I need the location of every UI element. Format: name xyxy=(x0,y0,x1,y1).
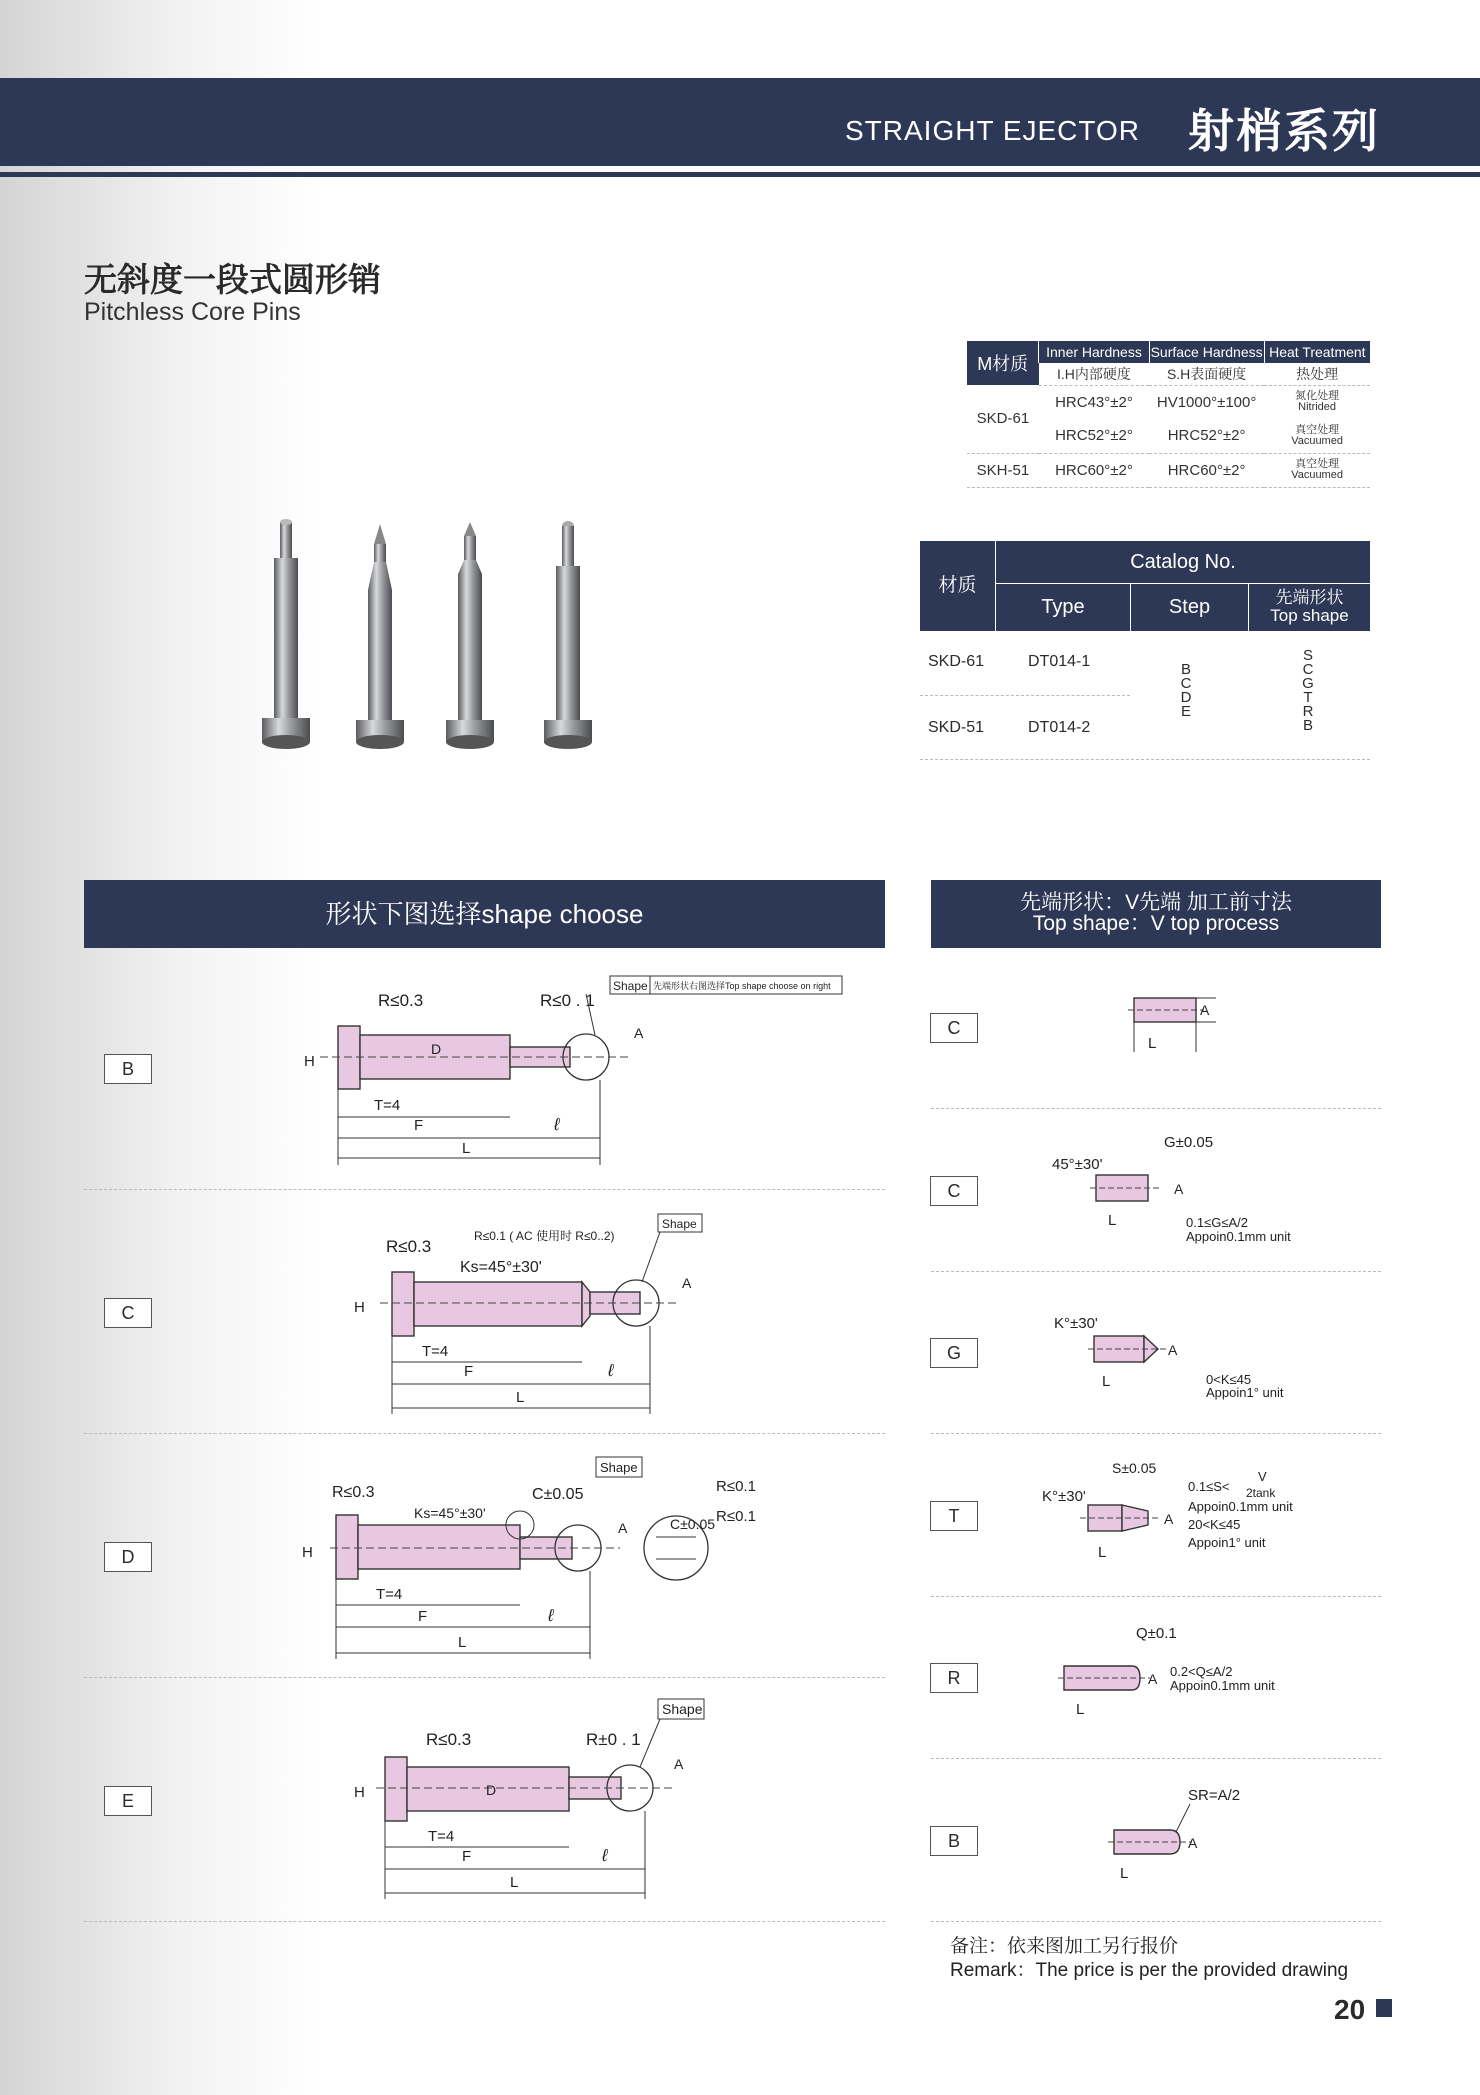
t-label: T=4 xyxy=(422,1343,449,1360)
catalog-material-head: 材质 xyxy=(938,575,977,596)
d-label: D xyxy=(486,1782,497,1798)
catalog-type-head: Type xyxy=(1041,596,1085,618)
col-heat-treatment-cn: 热处理 xyxy=(1264,363,1370,385)
catalog-steps: B C D E xyxy=(1180,661,1192,720)
a-label: A xyxy=(1164,1511,1174,1527)
unit-label: Appoin0.1mm unit xyxy=(1186,1229,1291,1244)
tip-diagram-t xyxy=(1040,1455,1370,1575)
surface-hardness-cell: HRC52°±2° xyxy=(1149,419,1264,453)
h-label: H xyxy=(354,1784,365,1801)
t-label: T=4 xyxy=(376,1586,403,1603)
leader xyxy=(1176,1804,1190,1832)
diagram-step-e xyxy=(340,1695,720,1905)
step-label-c: C xyxy=(104,1298,152,1328)
header-title-en: STRAIGHT EJECTOR xyxy=(844,115,1140,146)
remark-en: Remark：The price is per the provided drawing xyxy=(950,1960,1349,1981)
l-label: L xyxy=(1148,1035,1157,1052)
row-divider xyxy=(920,695,1130,696)
ks-label: Ks=45°±30' xyxy=(460,1259,542,1276)
a-label: A xyxy=(634,1025,644,1041)
row-divider xyxy=(931,1433,1381,1434)
tip-diagram-r xyxy=(1040,1620,1370,1730)
l-label: L xyxy=(1102,1373,1111,1390)
tip-diagram-g xyxy=(1040,1300,1370,1410)
r01-label: R≤0 . 1 xyxy=(540,991,595,1010)
row-divider xyxy=(84,1677,885,1678)
shape-label-g: G xyxy=(930,1338,978,1368)
catalog-row-type: DT014-1 xyxy=(1028,653,1091,670)
material-table xyxy=(967,341,1370,488)
a-label: A xyxy=(674,1756,684,1772)
r01ac-label: R≤0.1 ( AC 使用时 R≤0..2) xyxy=(474,1229,615,1243)
r01-label: R≤0.1 xyxy=(716,1508,756,1525)
diagram-step-c xyxy=(340,1210,880,1420)
pins-photo xyxy=(250,510,620,760)
q-rule: 0.2<Q≤A/2 xyxy=(1170,1664,1233,1679)
shape-label-b: B xyxy=(930,1826,978,1856)
tip-shape xyxy=(1064,1666,1140,1690)
a-label: A xyxy=(682,1275,692,1291)
r01-label: R±0 . 1 xyxy=(586,1730,641,1749)
heat-treatment-cn: 真空处理 xyxy=(1295,423,1340,436)
remark-cn: 备注：依来图加工另行报价 xyxy=(950,1936,1179,1957)
top-shape-title-cn: 先端形状：V先端 加工前寸法 xyxy=(1020,891,1292,914)
tip-diagram-c xyxy=(1120,990,1240,1060)
unit-label: Appoin1° unit xyxy=(1206,1385,1284,1400)
sr-label: SR=A/2 xyxy=(1188,1787,1241,1804)
catalog-top-shape-head xyxy=(1249,589,1370,625)
s-frac-top: V xyxy=(1258,1469,1267,1484)
a-label: A xyxy=(1188,1835,1198,1851)
heat-treatment-cn: 真空处理 xyxy=(1295,458,1340,470)
g-label: G±0.05 xyxy=(1164,1134,1214,1151)
step-label-e: E xyxy=(104,1786,152,1816)
l-label: L xyxy=(1098,1544,1107,1561)
heat-treatment-en: Vacuumed xyxy=(1291,469,1343,481)
r03-label: R≤0.3 xyxy=(426,1730,472,1749)
inner-hardness-cell: HRC60°±2° xyxy=(1039,453,1149,487)
diagram-step-d xyxy=(300,1455,780,1665)
inner-hardness-cell: HRC43°±2° xyxy=(1055,393,1133,411)
shape-label-c: C xyxy=(930,1013,978,1043)
unit-label: Appoin0.1mm unit xyxy=(1170,1678,1275,1693)
l-label: L xyxy=(458,1634,467,1651)
diagram-step-b xyxy=(290,970,880,1170)
ell-label: ℓ xyxy=(602,1846,608,1865)
surface-hardness-cell: HRC60°±2° xyxy=(1149,453,1264,487)
a-label: A xyxy=(1200,1002,1210,1018)
catalog-shapes: S C G T R B xyxy=(1302,647,1314,734)
ell-label: ℓ xyxy=(548,1606,554,1625)
g-rule: 0.1≤G≤A/2 xyxy=(1186,1215,1248,1230)
col-inner-hardness-cn: I.H内部硬度 xyxy=(1039,363,1149,385)
row-divider xyxy=(931,1108,1381,1109)
a-label: A xyxy=(1168,1342,1178,1358)
shape-label: Shape xyxy=(613,979,648,993)
r03-label: R≤0.3 xyxy=(386,1237,432,1256)
catalog-top-cn: 先端形状 xyxy=(1275,588,1344,607)
k-label: K°±30' xyxy=(1042,1488,1086,1505)
col-surface-hardness: Surface Hardness xyxy=(1149,341,1264,363)
material-head: M材质 xyxy=(967,341,1039,385)
row-divider xyxy=(931,1271,1381,1272)
l-label: L xyxy=(1076,1701,1085,1718)
l-label: L xyxy=(516,1389,525,1406)
row-divider xyxy=(84,1189,885,1190)
tip-diagram-b xyxy=(1100,1780,1340,1890)
f-label: F xyxy=(464,1363,474,1380)
row-divider xyxy=(931,1758,1381,1759)
step-label-b: B xyxy=(104,1054,152,1084)
col-inner-hardness: Inner Hardness xyxy=(1039,341,1149,363)
s-frac-bot: 2tank xyxy=(1246,1486,1276,1500)
shape-note: 先端形状右图选择Top shape choose on right xyxy=(653,981,831,991)
c005-label: C±0.05 xyxy=(532,1486,584,1503)
catalog-row-material: SKD-61 xyxy=(928,653,985,670)
shape-label-r: R xyxy=(930,1663,978,1693)
ks-label: Ks=45°±30' xyxy=(414,1505,486,1521)
heat-treatment-en: Vacuumed xyxy=(1291,434,1343,447)
shape-label: Shape xyxy=(662,1217,697,1231)
k-label: K°±30' xyxy=(1054,1315,1098,1332)
h-label: H xyxy=(304,1053,315,1070)
shape-choose-title: 形状下图选择shape choose xyxy=(325,899,644,929)
l-label: L xyxy=(1120,1865,1129,1882)
l-label: L xyxy=(462,1140,471,1157)
pin-body xyxy=(358,1525,520,1569)
product-title-cn: 无斜度一段式圆形销 xyxy=(84,261,381,298)
leader xyxy=(642,1232,660,1282)
l-label: L xyxy=(1108,1212,1117,1229)
shape-label-c2: C xyxy=(930,1176,978,1206)
t-label: T=4 xyxy=(428,1828,455,1845)
f-label: F xyxy=(418,1608,428,1625)
col-surface-hardness-cn: S.H表面硬度 xyxy=(1149,363,1264,385)
heat-treatment-cn: 氮化处理 xyxy=(1295,390,1340,403)
c-detail-label: C±0.05 xyxy=(670,1516,716,1532)
pin-head xyxy=(336,1515,358,1579)
r01-label: R≤0.1 xyxy=(716,1478,756,1495)
h-label: H xyxy=(302,1544,313,1561)
page-marker xyxy=(1376,1999,1392,2017)
pin-body xyxy=(414,1282,582,1326)
surface-hardness-cell: HV1000°±100° xyxy=(1156,393,1257,411)
pin-head xyxy=(392,1272,414,1336)
s-rule: 0.1≤S< xyxy=(1188,1479,1230,1494)
f-label: F xyxy=(462,1848,472,1865)
catalog-step-head: Step xyxy=(1168,596,1211,618)
shape-choose-bar xyxy=(84,880,885,948)
ell-label: ℓ xyxy=(554,1115,560,1134)
shape-label-t: T xyxy=(930,1501,978,1531)
r03-label: R≤0.3 xyxy=(378,991,424,1010)
t-label: T=4 xyxy=(374,1097,401,1114)
pin-3 xyxy=(446,522,494,749)
row-divider xyxy=(931,1596,1381,1597)
unit-label: Appoin0.1mm unit xyxy=(1188,1499,1293,1514)
product-title-en: Pitchless Core Pins xyxy=(84,298,301,326)
l-label: L xyxy=(510,1874,519,1891)
material-cell: SKH-51 xyxy=(967,453,1039,487)
heat-treatment-en: Nitrided xyxy=(1298,401,1337,414)
pin-head xyxy=(385,1757,407,1821)
d-label: D xyxy=(431,1041,442,1057)
pin-1 xyxy=(262,519,310,749)
row-divider xyxy=(931,1921,1381,1922)
a-label: A xyxy=(618,1520,628,1536)
k-rule: 20<K≤45 xyxy=(1188,1517,1241,1532)
header-rule xyxy=(0,172,1480,177)
page-number: 20 xyxy=(1334,1994,1366,2025)
pin-taper xyxy=(582,1282,590,1326)
top-shape-title-en: Top shape：V top process xyxy=(1032,912,1280,935)
col-heat-treatment: Heat Treatment xyxy=(1264,341,1370,363)
ell-label: ℓ xyxy=(608,1361,614,1380)
pin-2 xyxy=(356,524,404,749)
pin-4 xyxy=(544,521,592,749)
r03-label: R≤0.3 xyxy=(332,1484,375,1501)
catalog-table xyxy=(920,541,1370,761)
material-cell: SKD-61 xyxy=(967,385,1039,453)
angle-label: 45°±30' xyxy=(1052,1156,1103,1173)
q-label: Q±0.1 xyxy=(1136,1625,1177,1642)
unit-label: Appoin1° unit xyxy=(1188,1535,1266,1550)
catalog-row-material: SKD-51 xyxy=(928,719,985,736)
f-label: F xyxy=(414,1117,424,1134)
catalog-top-en: Top shape xyxy=(1270,606,1349,625)
row-divider xyxy=(84,1921,885,1922)
step-label-d: D xyxy=(104,1542,152,1572)
top-shape-bar xyxy=(931,880,1381,948)
a-label: A xyxy=(1174,1181,1184,1197)
tip-diagram-c2 xyxy=(1040,1125,1370,1245)
leader xyxy=(640,1719,660,1767)
shape-label: Shape xyxy=(662,1701,703,1717)
inner-hardness-cell: HRC52°±2° xyxy=(1039,419,1149,453)
catalog-row-type: DT014-2 xyxy=(1028,719,1091,736)
a-label: A xyxy=(1148,1671,1158,1687)
s-label: S±0.05 xyxy=(1112,1460,1157,1476)
catalog-no-head: Catalog No. xyxy=(996,541,1370,584)
shape-label: Shape xyxy=(600,1460,638,1475)
row-divider xyxy=(920,759,1370,760)
k-rule: 0<K≤45 xyxy=(1206,1372,1252,1387)
row-divider xyxy=(84,1433,885,1434)
h-label: H xyxy=(354,1299,365,1316)
header-title-cn: 射梢系列 xyxy=(1188,105,1380,157)
